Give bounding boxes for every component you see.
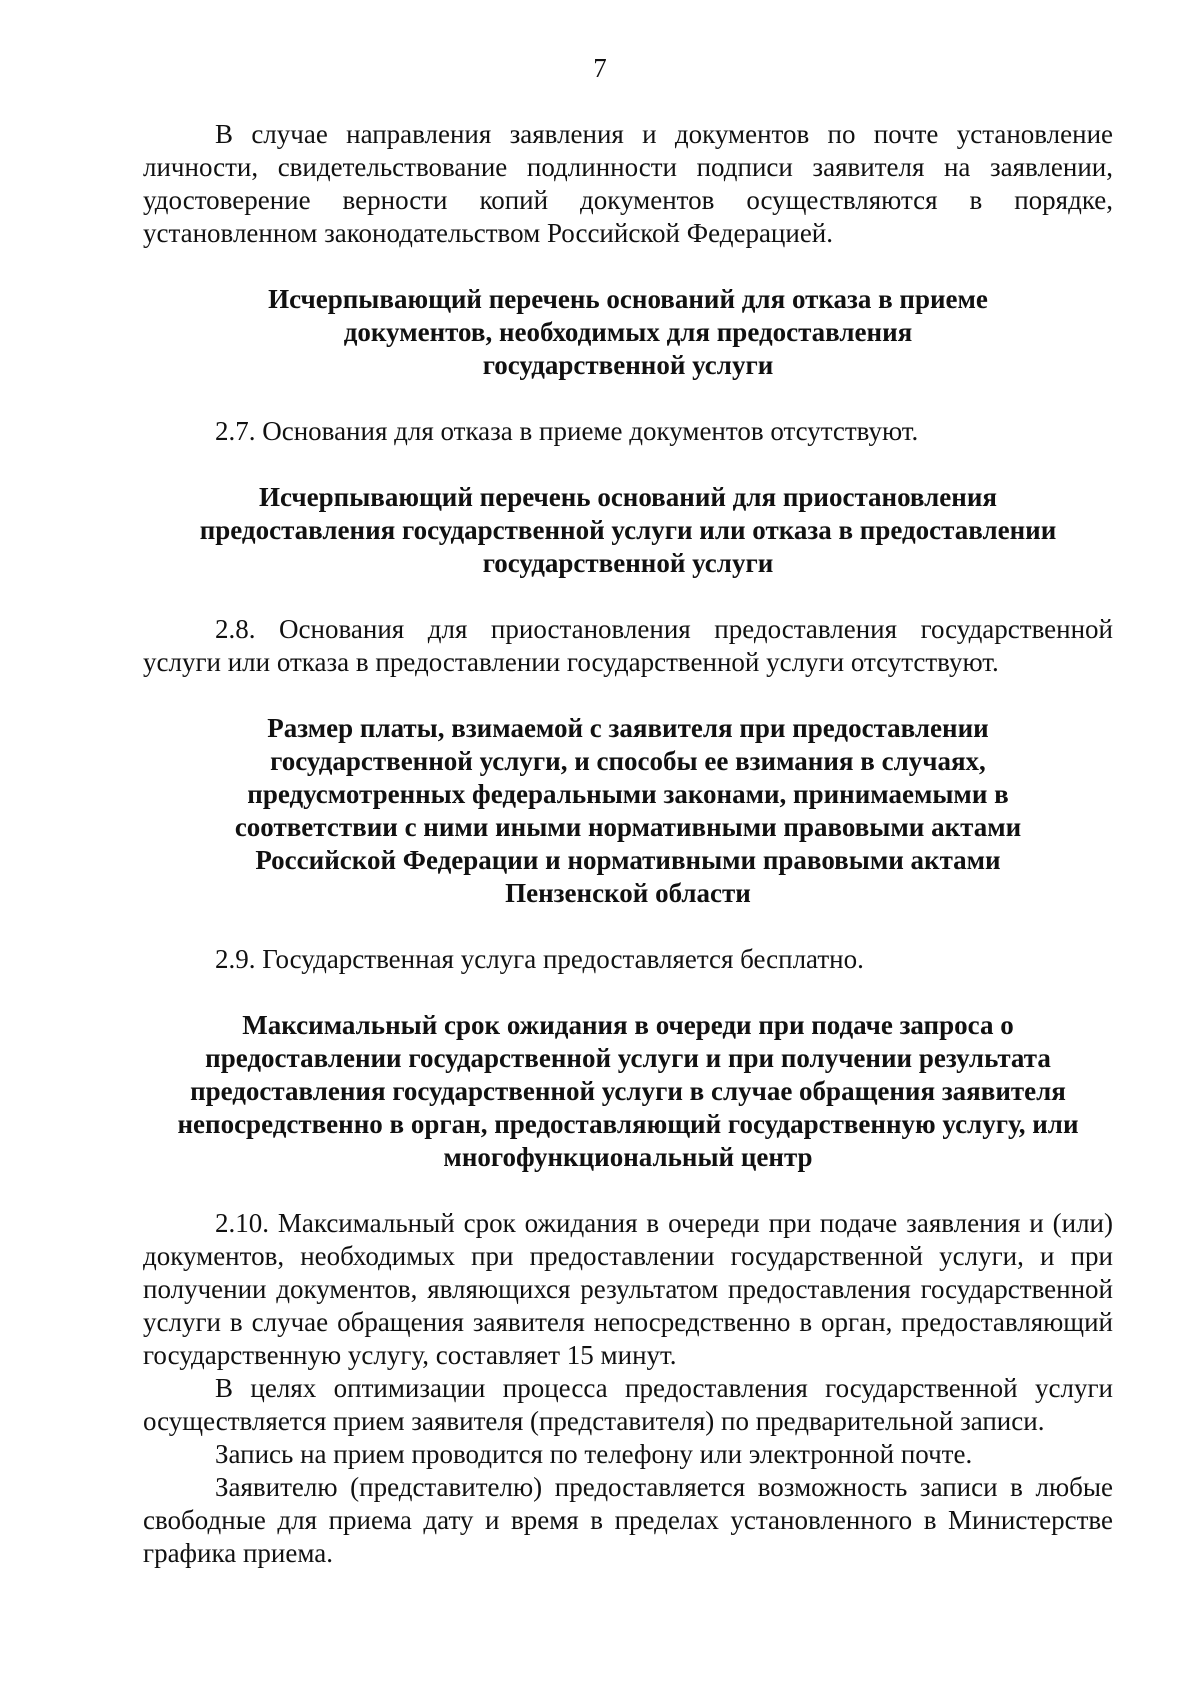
page-number: 7 — [593, 53, 607, 83]
heading-line: государственной услуги — [482, 350, 774, 380]
heading-line: многофункциональный центр — [443, 1142, 813, 1172]
heading-line: Максимальный срок ожидания в очереди при подаче запроса о — [242, 1010, 1014, 1040]
heading-line: предоставлении государственной услуги и при получении результата — [205, 1043, 1051, 1073]
heading-line: предоставления государственной услуги в случае обращения заявителя — [190, 1076, 1066, 1106]
paragraph-booking-method: Запись на прием проводится по телефону или электронной почте. — [215, 1439, 973, 1469]
paragraph-2-9: 2.9. Государственная услуга предоставляется бесплатно. — [215, 944, 864, 974]
heading-line: соответствии с ними иными нормативными правовыми актами — [234, 812, 1022, 842]
paragraph-preliminary-booking: В целях оптимизации процесса предоставления государственной услуги осуществляется прием заявителя (представителя) по предварительной записи. — [143, 1373, 1113, 1436]
heading-line: предусмотренных федеральными законами, принимаемыми в — [247, 779, 1009, 809]
heading-line: непосредственно в орган, предоставляющий государственную услугу, или — [177, 1109, 1079, 1139]
heading-fee-amount — [143, 712, 1113, 910]
paragraph-2-8: 2.8. Основания для приостановления предоставления государственной услуги или отказа в предоставлении государственной услуги отсутствуют. — [143, 614, 1113, 677]
heading-line: государственной услуги, и способы ее взимания в случаях, — [270, 746, 986, 776]
document-body — [143, 118, 1113, 1570]
heading-line: предоставления государственной услуги или отказа в предоставлении — [199, 515, 1057, 545]
heading-line: Размер платы, взимаемой с заявителя при предоставлении — [267, 713, 989, 743]
paragraph-2-10: 2.10. Максимальный срок ожидания в очереди при подаче заявления и (или) документов, необходимых при предоставлении государственной услуги, и при получении документов, являющихся результатом предоставления государственной услуги в случае обращения заявителя непосредственно в орган, предоставляющий государственную услугу, составляет 15 минут. — [143, 1208, 1113, 1370]
heading-suspension-grounds — [143, 481, 1113, 580]
heading-refusal-acceptance-grounds — [143, 283, 1113, 382]
paragraph-booking-availability: Заявителю (представителю) предоставляется возможность записи в любые свободные для приема дату и время в пределах установленного в Министерстве графика приема. — [143, 1472, 1113, 1568]
heading-line: документов, необходимых для предоставления — [343, 317, 913, 347]
heading-line: Российской Федерации и нормативными правовыми актами — [255, 845, 1001, 875]
heading-line: Пензенской области — [505, 878, 751, 908]
paragraph-mail-identification: В случае направления заявления и документов по почте установление личности, свидетельствование подлинности подписи заявителя на заявлении, удостоверение верности копий документов осуществляются в порядке, установленном законодательством Российской Федерацией. — [143, 119, 1113, 248]
heading-line: Исчерпывающий перечень оснований для приостановления — [258, 482, 998, 512]
heading-line: государственной услуги — [482, 548, 774, 578]
paragraph-2-7: 2.7. Основания для отказа в приеме документов отсутствуют. — [215, 416, 919, 446]
heading-max-queue-time — [143, 1009, 1113, 1174]
heading-line: Исчерпывающий перечень оснований для отказа в приеме — [268, 284, 988, 314]
